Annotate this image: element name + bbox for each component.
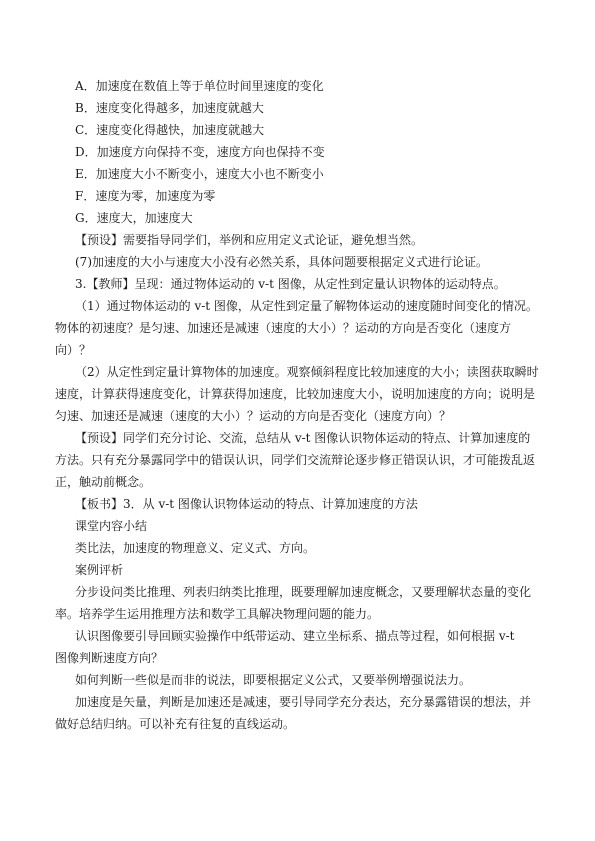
option-f: F．速度为零，加速度为零 bbox=[75, 189, 216, 203]
case-1-line-1: 分步设问类比推理、列表归纳类比推理，既要理解加速度概念，又要理解状态量的变化 bbox=[75, 585, 532, 599]
summary-heading: 课堂内容小结 bbox=[75, 519, 148, 533]
option-c: C．速度变化得越快，加速度就越大 bbox=[75, 123, 265, 137]
sub-2-line-3: 匀速、加速还是减速（速度的大小）？运动的方向是否变化（速度方向）？ bbox=[55, 409, 452, 423]
option-d: D．加速度方向保持不变，速度方向也保持不变 bbox=[75, 145, 325, 159]
case-heading: 案例评析 bbox=[75, 563, 124, 577]
point-7: (7)加速度的大小与速度大小没有必然关系，具体问题要根据定义式进行论证。 bbox=[75, 255, 489, 269]
summary-text: 类比法，加速度的物理意义、定义式、方向。 bbox=[75, 541, 316, 555]
case-3: 如何判断一些似是而非的说法，即要根据定义公式，又要举例增强说法力。 bbox=[75, 673, 472, 687]
sub-2-line-1: （2）从定性到定量计算物体的加速度。观察倾斜程度比较加速度的大小；读图获取瞬时 bbox=[75, 365, 539, 379]
case-1-line-2: 率。培养学生运用推理方法和数学工具解决物理问题的能力。 bbox=[55, 607, 380, 621]
step-3-teacher: 3.【教师】呈现：通过物体运动的 v-t 图像，从定性到定量认识物体的运动特点。 bbox=[75, 277, 506, 291]
sub-1-line-3: 向）？ bbox=[55, 343, 92, 357]
case-4-line-1: 加速度是矢量，判断是加速还是减速，要引导同学充分表达，充分暴露错误的想法，并 bbox=[75, 695, 532, 709]
option-a: A．加速度在数值上等于单位时间里速度的变化 bbox=[75, 79, 324, 93]
sub-2-line-2: 速度，计算获得速度变化，计算获得加速度，比较加速度大小，说明加速度的方向；说明是 bbox=[55, 387, 536, 401]
option-b: B．速度变化得越多，加速度就越大 bbox=[75, 101, 264, 115]
sub-1-line-2: 物体的初速度？是匀速、加速还是减速（速度的大小）？运动的方向是否变化（速度方 bbox=[55, 321, 512, 335]
option-e: E．加速度大小不断变小，速度大小也不断变小 bbox=[75, 167, 324, 181]
preset-2-line-2: 方法。只有充分暴露同学中的错误认识，同学们交流辩论逐步修正错误认识，才可能拨乱返 bbox=[55, 453, 536, 467]
case-4-line-2: 做好总结归纳。可以补充有往复的直线运动。 bbox=[55, 717, 296, 731]
option-g: G．速度大，加速度大 bbox=[75, 211, 193, 225]
case-2-line-1: 认识图像要引导回顾实验操作中纸带运动、建立坐标系、描点等过程，如何根据 v-t bbox=[75, 629, 515, 643]
preset-2-line-1: 【预设】同学们充分讨论、交流，总结从 v-t 图像认识物体运动的特点、计算加速度的 bbox=[75, 431, 531, 445]
preset-note-1: 【预设】需要指导同学们，举例和应用定义式论证，避免想当然。 bbox=[75, 233, 424, 247]
sub-1-line-1: （1）通过物体运动的 v-t 图像，从定性到定量了解物体运动的速度随时间变化的情况。 bbox=[75, 299, 538, 313]
board-note: 【板书】3．从 v-t 图像认识物体运动的特点、计算加速度的方法 bbox=[75, 497, 418, 511]
case-2-line-2: 图像判断速度方向？ bbox=[55, 651, 164, 665]
preset-2-line-3: 正，触动前概念。 bbox=[55, 475, 152, 489]
